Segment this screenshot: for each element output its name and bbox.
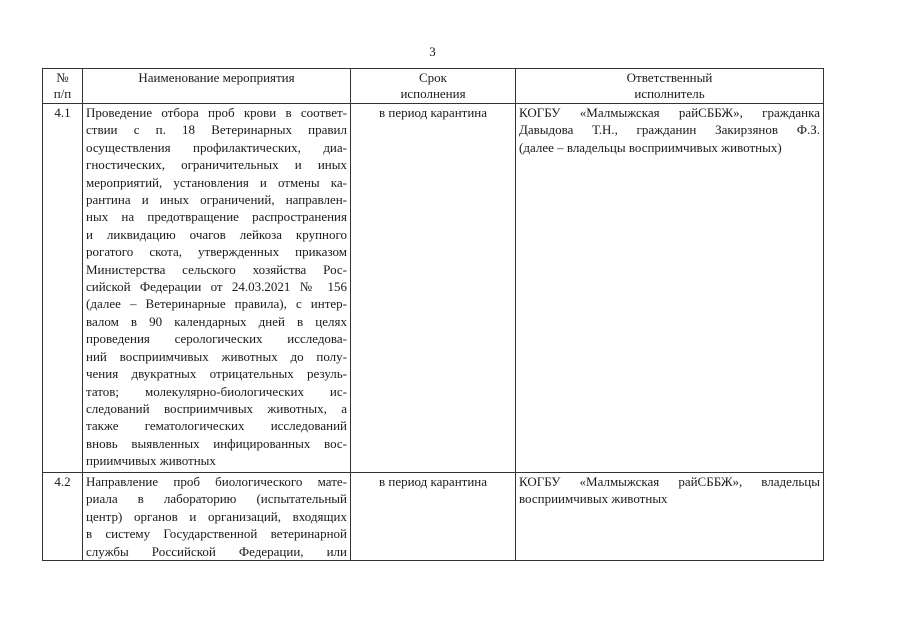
row-number: 4.1 (43, 104, 83, 473)
measure-name-line: осуществления профилактических, диа- (86, 139, 347, 155)
measure-name-line: чения двукратных отрицательных резуль- (86, 366, 347, 382)
measure-name-line: и ликвидацию очагов лейкоза крупного (86, 226, 347, 242)
measure-name-line: татов; молекулярно-биологических ис- (86, 383, 347, 399)
measure-name-line: рогатого скота, утвержденных приказом (86, 244, 347, 260)
measure-name-line: проведения серологических исследова- (86, 331, 347, 347)
measure-name-line: сийской Федерации от 24.03.2021 № 156 (86, 279, 347, 295)
responsible-line: (далее – владельцы восприимчивых животных) (519, 139, 782, 155)
header-responsible (516, 69, 824, 104)
header-measure-name-text: Наименование мероприятия (138, 70, 295, 85)
responsible-line: КОГБУ «Малмыжская райСББЖ», гражданка (519, 105, 820, 120)
measure-name-line: валом в 90 календарных дней в целях (86, 313, 347, 329)
header-responsible-line1: Ответственный (626, 70, 713, 85)
measure-name-line: Министерства сельского хозяйства Рос- (86, 261, 347, 277)
measure-name (83, 104, 351, 473)
measure-name (83, 473, 351, 561)
responsible-line: восприимчивых животных (519, 491, 668, 507)
measure-name-line: в систему Государственной ветеринарной (86, 526, 347, 542)
responsible-line: КОГБУ «Малмыжская райСББЖ», владельцы (519, 474, 820, 489)
table-row (43, 104, 824, 473)
measure-name-line: (далее – Ветеринарные правила), с интер- (86, 296, 347, 312)
table-header-row (43, 69, 824, 104)
header-number-line1: № (56, 70, 69, 85)
measure-name-line: ных на предотвращение распространения (86, 209, 347, 225)
header-term (351, 69, 516, 104)
measure-name-line: ствии с п. 18 Ветеринарных правил (86, 122, 347, 138)
measure-name-line: Проведение отбора проб крови в соответ- (86, 105, 347, 120)
measure-name-line: центр) органов и организаций, входящих (86, 508, 347, 524)
page-number: 3 (429, 44, 436, 59)
measure-name-line: вновь выявленных инфицированных вос- (86, 435, 347, 451)
measure-name-line: следований восприимчивых животных, а (86, 400, 347, 416)
measure-name-line: гностических, ограничительных и иных (86, 157, 347, 173)
measure-name-line: приимчивых животных (86, 453, 216, 469)
row-number: 4.2 (43, 473, 83, 561)
measures-table (42, 68, 824, 561)
responsible-cell (516, 104, 824, 473)
measure-name-line: ний восприимчивых животных до полу- (86, 348, 347, 364)
measure-name-line: также гематологических исследований (86, 418, 347, 434)
header-number-line2: п/п (53, 86, 72, 101)
header-term-line1: Срок (419, 70, 447, 85)
measure-name-line: службы Российской Федерации, или (86, 543, 347, 559)
measure-name-line: рантина и иных ограничений, направлен- (86, 192, 347, 208)
responsible-cell (516, 473, 824, 561)
responsible-line: Давыдова Т.Н., гражданин Закирзянов Ф.З. (519, 122, 820, 138)
term-cell: в период карантина (351, 104, 516, 473)
term-cell: в период карантина (351, 473, 516, 561)
header-measure-name (83, 69, 351, 104)
header-number (43, 69, 83, 104)
measure-name-line: мероприятий, установления и отмены ка- (86, 174, 347, 190)
measure-name-line: Направление проб биологического мате- (86, 474, 347, 489)
table-row (43, 473, 824, 561)
measure-name-line: риала в лабораторию (испытательный (86, 491, 347, 507)
header-responsible-line2: исполнитель (634, 86, 705, 101)
header-term-line2: исполнения (400, 86, 466, 101)
